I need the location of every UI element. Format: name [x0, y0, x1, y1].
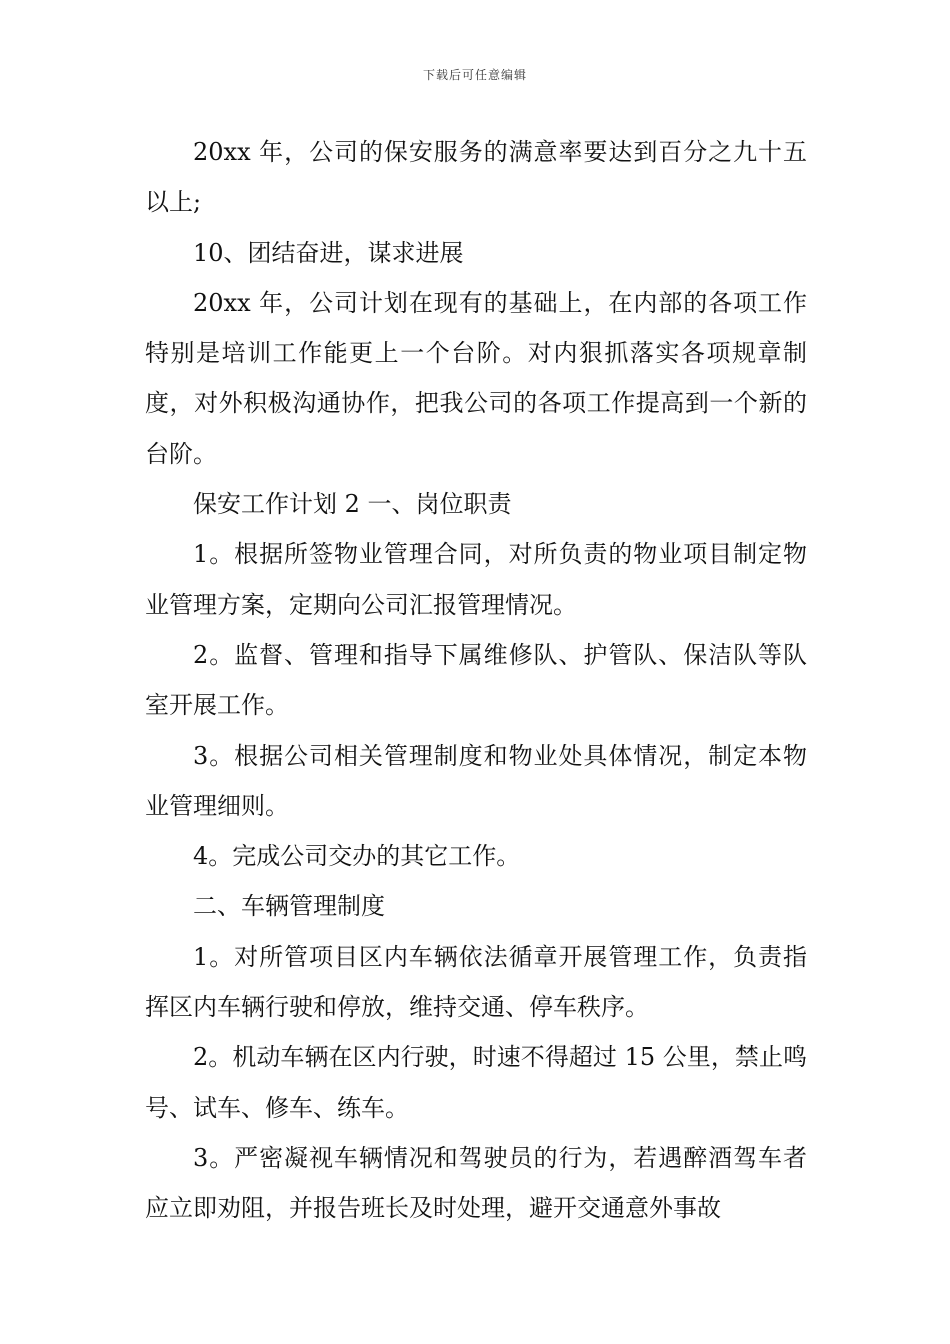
paragraph: 1。对所管项目区内车辆依法循章开展管理工作，负责指挥区内车辆行驶和停放，维持交通、停车秩序。 — [145, 942, 807, 1022]
paragraph: 20xx 年，公司的保安服务的满意率要达到百分之九十五以上; — [145, 138, 807, 217]
page-header: 下载后可任意编辑 — [422, 68, 527, 82]
section-heading: 二、车辆管理制度 — [193, 892, 385, 921]
paragraph: 2。机动车辆在区内行驶，时速不得超过 15 公里，禁止鸣号、试车、修车、练车。 — [145, 1043, 807, 1122]
paragraph: 3。根据公司相关管理制度和物业处具体情况，制定本物业管理细则。 — [145, 741, 807, 820]
section-heading: 保安工作计划 2 一、岗位职责 — [193, 490, 512, 519]
document-body — [145, 127, 807, 1234]
paragraph: 2。监督、管理和指导下属维修队、护管队、保洁队等队室开展工作。 — [145, 640, 807, 720]
paragraph: 20xx 年，公司计划在现有的基础上，在内部的各项工作特别是培训工作能更上一个台阶。对内狠抓落实各项规章制度，对外积极沟通协作，把我公司的各项工作提高到一个新的台阶。 — [145, 288, 807, 468]
paragraph: 10、团结奋进，谋求进展 — [193, 238, 464, 267]
paragraph: 3。严密凝视车辆情况和驾驶员的行为，若遇醉酒驾车者应立即劝阻，并报告班长及时处理，避开交通意外事故 — [145, 1143, 807, 1223]
paragraph: 4。完成公司交办的其它工作。 — [193, 842, 521, 871]
paragraph: 1。根据所签物业管理合同，对所负责的物业项目制定物业管理方案，定期向公司汇报管理情况。 — [145, 540, 807, 619]
